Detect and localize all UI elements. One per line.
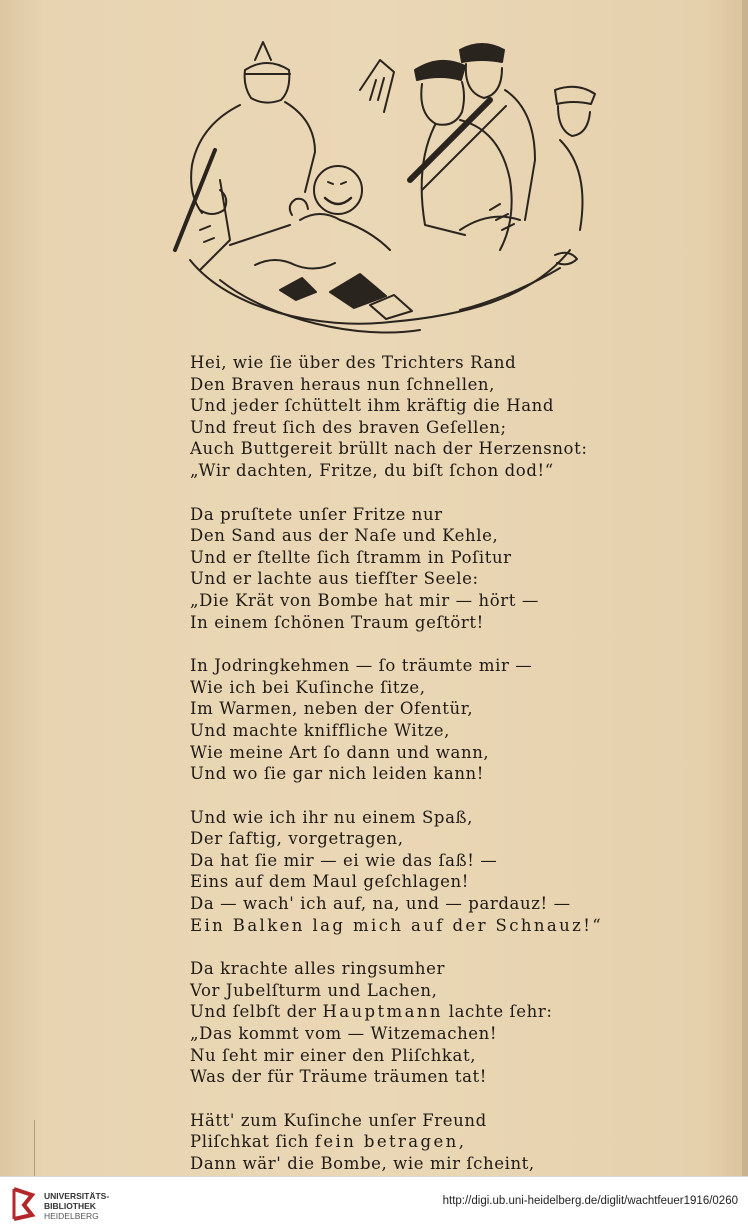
poem-line-spaced: Ein Balken lag mich auf der Schnauz!“ (190, 915, 604, 935)
page-edge (742, 0, 748, 1176)
poem-line: Der ſaftig, vorgetragen, (190, 829, 404, 849)
poem-line: Da krachte alles ringsumher (190, 959, 445, 979)
poem-line (190, 1131, 610, 1153)
stanza-5 (190, 958, 610, 1088)
poem-text: lachte ſehr: (442, 1002, 553, 1022)
fold-line (34, 1120, 35, 1176)
poem-line: Vor Jubelſturm und Lachen, (190, 980, 438, 1000)
soldiers-crater-illustration (160, 30, 600, 350)
page-url[interactable]: http://digi.ub.uni-heidelberg.de/diglit/wachtfeuer1916/0260 (442, 1195, 738, 1207)
poem-line: Da — wach' ich auf, na, und — pardauz! — (190, 894, 571, 914)
university-library-logo-icon (10, 1185, 36, 1223)
poem-line: Was der für Träume träumen tat! (190, 1067, 488, 1087)
poem-line: Und freut ſich des braven Geſellen; (190, 417, 507, 437)
poem-line (190, 1001, 610, 1023)
poem-line: In einem ſchönen Traum geſtört! (190, 612, 484, 632)
poem-text-spaced: Hauptmann (322, 1002, 443, 1022)
poem-text-spaced: fein betragen, (314, 1132, 467, 1152)
library-name (44, 1191, 109, 1221)
poem-line: Den Sand aus der Naſe und Kehle, (190, 526, 499, 546)
library-name-line: HEIDELBERG (44, 1211, 99, 1221)
poem-line: „Das kommt vom — Witzemachen! (190, 1024, 498, 1044)
poem-line: Wie meine Art ſo dann und wann, (190, 742, 490, 762)
poem-line: Und er lachte aus tiefſter Seele: (190, 569, 479, 589)
poem-line: Hei, wie ſie über des Trichters Rand (190, 353, 517, 372)
poem-line: „Die Krät von Bombe hat mir — hört — (190, 590, 539, 610)
library-name-line: UNIVERSITÄTS- (44, 1191, 110, 1201)
poem-line: Auch Buttgereit brüllt nach der Herzensnot: (190, 439, 588, 459)
poem (190, 352, 610, 1176)
stanza-3 (190, 655, 610, 785)
poem-line: Und machte kniffliche Witze, (190, 720, 450, 740)
stanza-6 (190, 1110, 610, 1176)
poem-text: Und ſelbſt der (190, 1002, 323, 1022)
stanza-4 (190, 807, 610, 937)
library-name-line: BIBLIOTHEK (44, 1201, 96, 1211)
poem-line: „Wir dachten, Fritze, du biſt ſchon dod!“ (190, 460, 554, 480)
poem-text: Pliſchkat ſich (190, 1132, 315, 1152)
poem-line: Da hat ſie mir — ei wie das ſaß! — (190, 850, 498, 870)
poem-line: Eins auf dem Maul geſchlagen! (190, 872, 469, 892)
poem-line: Und jeder ſchüttelt ihm kräftig die Hand (190, 396, 555, 416)
poem-line: Im Warmen, neben der Ofentür, (190, 699, 474, 719)
poem-line: Nu ſeht mir einer den Pliſchkat, (190, 1045, 477, 1065)
stanza-2 (190, 504, 610, 634)
poem-line: In Jodringkehmen — ſo träumte mir — (190, 656, 533, 676)
poem-line: Den Braven heraus nun ſchnellen, (190, 374, 496, 394)
poem-line: Da pruſtete unſer Fritze nur (190, 504, 443, 524)
poem-line: Wie ich bei Kuſinche ſitze, (190, 677, 426, 697)
poem-line: Dann wär' die Bombe, wie mir ſcheint, (190, 1154, 535, 1173)
poem-line: Und er ſtellte ſich ſtramm in Poſitur (190, 547, 512, 567)
poem-line: Hätt' zum Kuſinche unſer Freund (190, 1110, 487, 1130)
footer-bar (0, 1176, 748, 1231)
poem-line: Und wie ich ihr nu einem Spaß, (190, 807, 473, 827)
poem-line: Und wo ſie gar nich leiden kann! (190, 764, 485, 784)
stanza-1 (190, 352, 610, 482)
